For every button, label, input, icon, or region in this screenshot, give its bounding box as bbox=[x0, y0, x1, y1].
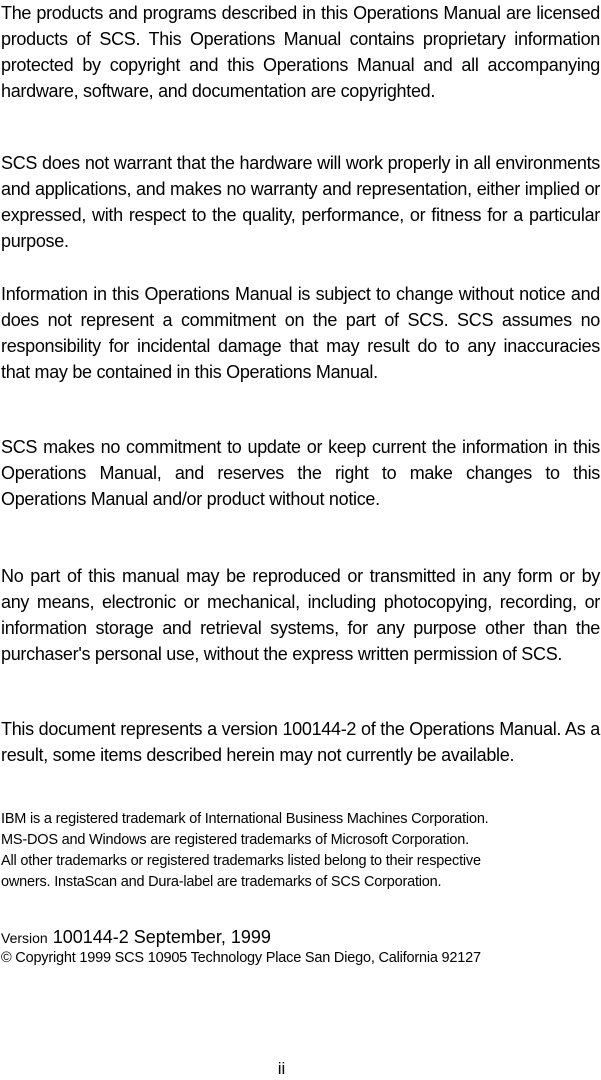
version-text: 100144-2 September, 1999 bbox=[52, 927, 271, 947]
trademark-line: All other trademarks or registered trademarks listed belong to their respective bbox=[1, 853, 481, 869]
version-line bbox=[1, 925, 271, 950]
trademark-line: IBM is a registered trademark of International Business Machines Corporation. bbox=[1, 811, 489, 827]
update-commitment-paragraph: SCS makes no commitment to update or keep current the information in this Operations Manual, and reserves the right to make changes to this Operations Manual and/or product without notice. bbox=[1, 437, 600, 509]
change-notice-paragraph: Information in this Operations Manual is subject to change without notice and does not represent a commitment on the part of SCS. SCS assumes no responsibility for incidental damage that may result do to any inaccuracies that may be contained in this Operations Manual. bbox=[1, 284, 600, 382]
version-notice-paragraph: This document represents a version 100144-2 of the Operations Manual. As a result, some items described herein may not currently be available. bbox=[1, 719, 600, 765]
page-number: ii bbox=[277, 1059, 286, 1078]
reproduction-paragraph: No part of this manual may be reproduced or transmitted in any form or by any means, electronic or mechanical, including photocopying, recording, or information storage and retrieval systems, for any purpose other than the purchaser's personal use, without the express written permission of SCS. bbox=[1, 566, 600, 664]
copyright-line: © Copyright 1999 SCS 10905 Technology Place San Diego, California 92127 bbox=[1, 950, 481, 966]
trademark-block bbox=[1, 809, 600, 893]
trademark-line: owners. InstaScan and Dura-label are trademarks of SCS Corporation. bbox=[1, 874, 442, 890]
trademark-line: MS-DOS and Windows are registered trademarks of Microsoft Corporation. bbox=[1, 832, 469, 848]
warranty-paragraph: SCS does not warrant that the hardware will work properly in all environments and applications, and makes no warranty and representation, either implied or expressed, with respect to the quality, performance, or fitness for a particular purpose. bbox=[1, 153, 600, 251]
license-paragraph: The products and programs described in this Operations Manual are licensed products of SCS. This Operations Manual contains proprietary information protected by copyright and this Operations Manual and all accompanying hardware, software, and documentation are copyrighted. bbox=[1, 3, 600, 101]
version-label: Version bbox=[1, 930, 48, 946]
